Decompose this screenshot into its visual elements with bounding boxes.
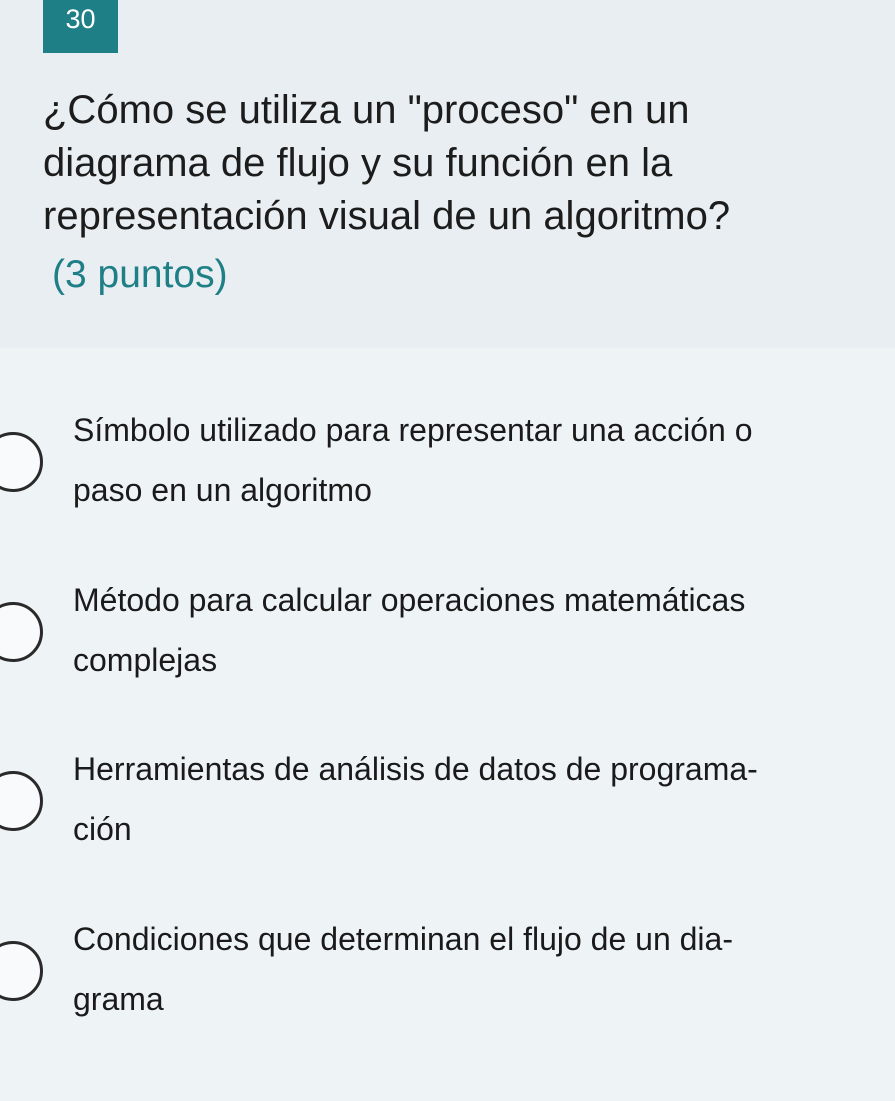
answer-option-label: Símbolo utilizado para representar una acción o paso en un algoritmo xyxy=(73,412,753,508)
answer-option-1[interactable] xyxy=(0,400,895,530)
answer-options xyxy=(0,348,895,1101)
answer-option-label: Herramientas de análisis de datos de programa- ción xyxy=(73,751,758,847)
answer-option-label: Método para calcular operaciones matemáticas complejas xyxy=(73,582,746,678)
answer-option-3[interactable] xyxy=(0,739,895,869)
radio-button-icon[interactable] xyxy=(0,602,43,662)
answer-option-2[interactable] xyxy=(0,570,895,700)
answer-option-label: Condiciones que determinan el flujo de un dia- grama xyxy=(73,921,733,1017)
radio-button-icon[interactable] xyxy=(0,771,43,831)
answer-option-4[interactable] xyxy=(0,909,895,1039)
question-points: (3 puntos) xyxy=(52,253,228,296)
question-text: ¿Cómo se utiliza un "proceso" en un diagrama de flujo y su función en la representación visual de un algoritmo? xyxy=(43,88,731,238)
radio-button-icon[interactable] xyxy=(0,941,43,1001)
radio-button-icon[interactable] xyxy=(0,432,43,492)
question-card xyxy=(0,0,895,348)
question-number-badge: 30 xyxy=(43,0,118,53)
